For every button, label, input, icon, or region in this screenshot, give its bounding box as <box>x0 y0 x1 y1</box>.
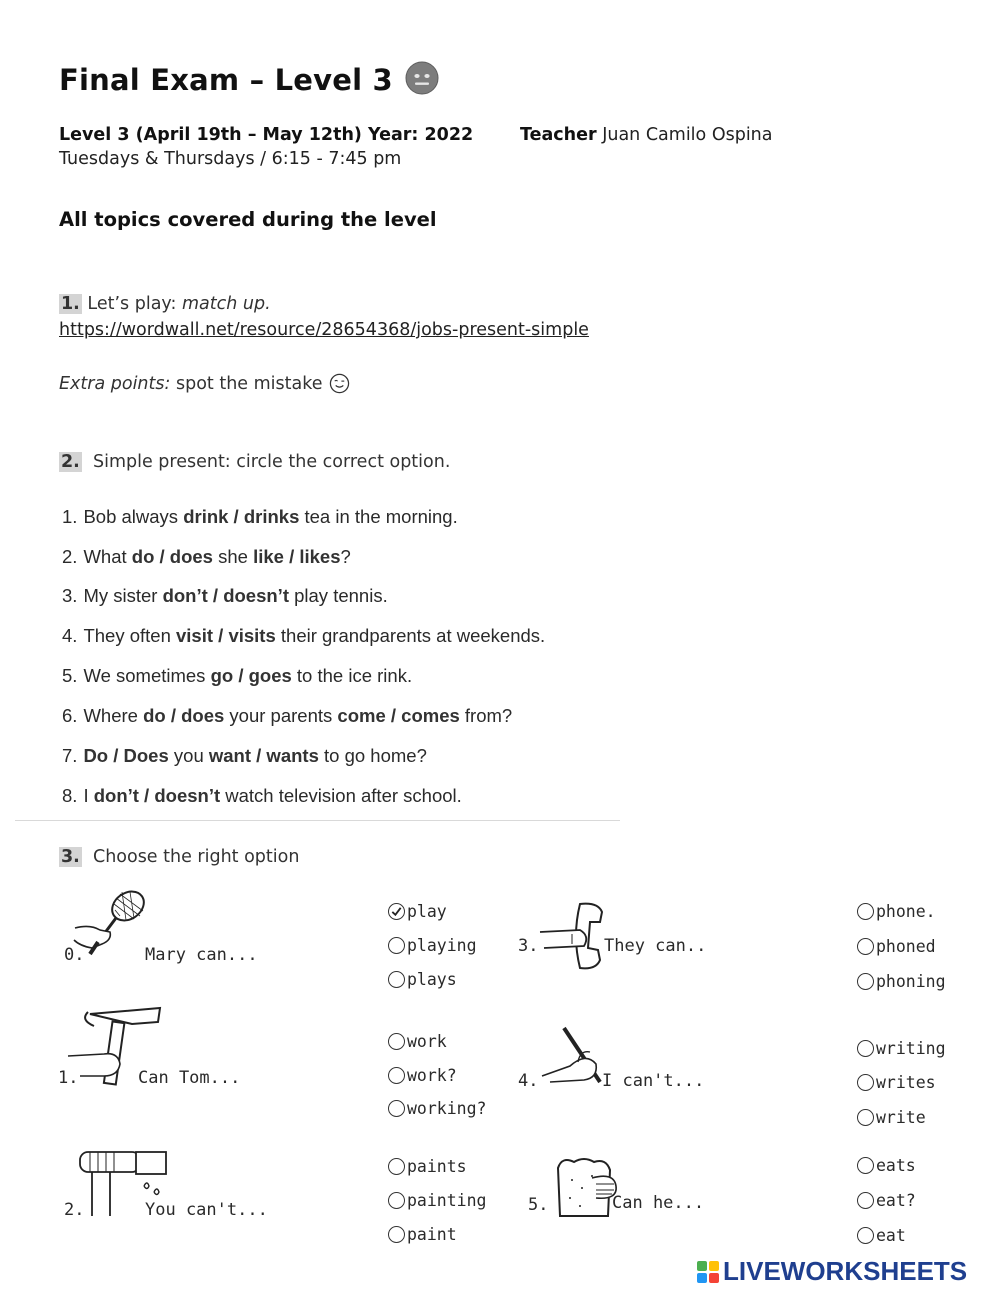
option-radio[interactable] <box>857 972 946 991</box>
option-radio[interactable] <box>388 1099 486 1118</box>
extra-points <box>59 373 350 394</box>
q2-item-text: watch television after school. <box>220 785 462 806</box>
q1-link[interactable]: https://wordwall.net/resource/28654368/jobs-present-simple <box>59 320 589 340</box>
q2-item <box>62 665 412 687</box>
q2-item-text: Where <box>83 705 144 726</box>
option-label: painting <box>407 1191 487 1210</box>
q2-item-text: their grandparents at weekends. <box>275 625 546 646</box>
q2-item-choice[interactable]: don’t / doesn’t <box>162 585 289 606</box>
q2-item <box>62 745 427 767</box>
option-radio[interactable] <box>388 970 457 989</box>
radio-empty-icon[interactable] <box>388 1067 405 1084</box>
level-info <box>59 125 473 145</box>
option-label: paints <box>407 1157 467 1176</box>
option-radio[interactable] <box>857 1226 906 1245</box>
option-radio[interactable] <box>388 902 447 921</box>
q2-item-choice[interactable]: do / does <box>131 546 213 567</box>
q2-item <box>62 625 545 647</box>
option-label: paint <box>407 1225 457 1244</box>
q2-item-text: My sister <box>83 585 163 606</box>
option-label: write <box>876 1108 926 1127</box>
exercise-prompt: I can't... <box>602 1071 705 1091</box>
radio-checked-icon[interactable] <box>388 903 405 920</box>
q2-item-text: to go home? <box>318 745 427 766</box>
q2-item-text: 8. <box>62 785 78 806</box>
q2-item-choice[interactable]: go / goes <box>210 665 292 686</box>
q2-item-choice[interactable]: want / wants <box>208 745 319 766</box>
option-label: writes <box>876 1073 936 1092</box>
q2-item-choice[interactable]: like / likes <box>253 546 341 567</box>
q2-instruction: Simple present: circle the correct option. <box>92 452 451 472</box>
option-radio[interactable] <box>857 937 936 956</box>
radio-empty-icon[interactable] <box>388 1192 405 1209</box>
radio-empty-icon[interactable] <box>857 1192 874 1209</box>
q2-item-text: They often <box>83 625 176 646</box>
logo-cube <box>709 1261 719 1271</box>
radio-empty-icon[interactable] <box>857 1109 874 1126</box>
q2-number: 2. <box>61 452 80 472</box>
option-radio[interactable] <box>388 1157 467 1176</box>
neutral-face-icon <box>404 60 440 96</box>
q2-item-text: to the ice rink. <box>291 665 413 686</box>
option-radio[interactable] <box>388 1066 457 1085</box>
q2-item-text: 4. <box>62 625 78 646</box>
q2-item-choice[interactable]: don’t / doesn’t <box>93 785 221 806</box>
radio-empty-icon[interactable] <box>388 1033 405 1050</box>
exercise-prompt: They can.. <box>604 936 707 956</box>
q2-item-text: tea in the morning. <box>299 506 458 527</box>
radio-empty-icon[interactable] <box>857 1074 874 1091</box>
option-radio[interactable] <box>857 1191 916 1210</box>
teacher-info <box>520 125 773 145</box>
q2-item <box>62 546 351 568</box>
option-label: plays <box>407 970 457 989</box>
radio-empty-icon[interactable] <box>388 971 405 988</box>
radio-empty-icon[interactable] <box>388 1226 405 1243</box>
q2-item-text: she <box>212 546 254 567</box>
q2-item-text: you <box>168 745 209 766</box>
extra-label: Extra points: <box>59 373 171 394</box>
option-radio[interactable] <box>857 1108 926 1127</box>
q2-item-text: ? <box>340 546 351 567</box>
q2-item-text: 6. <box>62 705 78 726</box>
option-radio[interactable] <box>388 936 477 955</box>
q2-item <box>62 506 458 528</box>
logo-cube <box>697 1273 707 1283</box>
q2-item <box>62 585 388 607</box>
radio-empty-icon[interactable] <box>857 938 874 955</box>
exercise-prompt: You can't... <box>145 1200 268 1220</box>
q2-item-choice[interactable]: do / does <box>143 705 225 726</box>
q2-item <box>62 705 512 727</box>
exercise-number: 1. <box>58 1068 79 1088</box>
logo-cube <box>697 1261 707 1271</box>
exercise-number: 0. <box>64 945 85 965</box>
option-label: eat <box>876 1226 906 1245</box>
option-radio[interactable] <box>388 1191 486 1210</box>
q2-item-text: What <box>83 546 132 567</box>
option-label: playing <box>407 936 477 955</box>
logo-cubes-icon <box>697 1261 719 1283</box>
q2-item-text: from? <box>459 705 513 726</box>
q2-item-text: 2. <box>62 546 78 567</box>
level-info-text: Level 3 (April 19th – May 12th) Year: 2022 <box>59 125 474 145</box>
q2-item-choice[interactable]: visit / visits <box>176 625 276 646</box>
q1-line <box>59 294 271 314</box>
q3-instruction: Choose the right option <box>92 847 300 867</box>
q2-item-text: Bob always <box>83 506 184 527</box>
q2-item-text: 1. <box>62 506 78 527</box>
radio-empty-icon[interactable] <box>388 1100 405 1117</box>
exercise-prompt: Mary can... <box>145 945 258 965</box>
q2-line <box>59 452 450 472</box>
q2-item-text: play tennis. <box>288 585 388 606</box>
radio-empty-icon[interactable] <box>388 937 405 954</box>
radio-empty-icon[interactable] <box>857 903 874 920</box>
q1-text-italic: match up. <box>181 294 271 314</box>
option-radio[interactable] <box>857 902 936 921</box>
exercise-number: 5. <box>528 1195 549 1215</box>
option-label: eats <box>876 1156 916 1175</box>
q2-item-choice[interactable]: drink / drinks <box>183 506 300 527</box>
option-label: working? <box>407 1099 487 1118</box>
option-radio[interactable] <box>857 1156 916 1175</box>
radio-empty-icon[interactable] <box>857 1157 874 1174</box>
option-label: work <box>407 1032 447 1051</box>
radio-empty-icon[interactable] <box>857 1040 874 1057</box>
q2-item-text: We sometimes <box>83 665 211 686</box>
option-label: phone. <box>876 902 936 921</box>
option-label: eat? <box>876 1191 916 1210</box>
q2-item-choice[interactable]: come / comes <box>337 705 460 726</box>
exercise-prompt: Can Tom... <box>138 1068 241 1088</box>
option-label: work? <box>407 1066 457 1085</box>
q2-item-text: your parents <box>224 705 338 726</box>
q2-item <box>62 785 462 807</box>
q1-number: 1. <box>61 294 80 314</box>
q2-item-text: 7. <box>62 745 78 766</box>
option-radio[interactable] <box>388 1225 457 1244</box>
exercise-number: 4. <box>518 1071 539 1091</box>
topics-title: All topics covered during the level <box>59 208 437 231</box>
teacher-name: Juan Camilo Ospina <box>602 125 773 145</box>
option-radio[interactable] <box>857 1039 946 1058</box>
teacher-label: Teacher <box>520 125 597 145</box>
q2-item-text: 3. <box>62 585 78 606</box>
divider <box>15 820 620 821</box>
q2-item-choice[interactable]: Do / Does <box>83 745 169 766</box>
radio-empty-icon[interactable] <box>857 973 874 990</box>
option-radio[interactable] <box>388 1032 447 1051</box>
q2-item-text: 5. <box>62 665 78 686</box>
q3-line <box>59 847 299 867</box>
q1-text: Let’s play: <box>87 294 182 314</box>
option-label: phoning <box>876 972 946 991</box>
extra-text: spot the mistake <box>175 373 323 394</box>
wink-icon <box>329 373 350 394</box>
option-label: play <box>407 902 447 921</box>
q2-item-text: I <box>83 785 94 806</box>
brand-name: LIVEWORKSHEETS <box>723 1256 968 1286</box>
exercise-number: 2. <box>64 1200 85 1220</box>
logo-cube <box>709 1273 719 1283</box>
page-title: Final Exam – Level 3 <box>59 63 393 97</box>
liveworksheets-logo <box>697 1256 967 1287</box>
sandwich-icon <box>552 1154 622 1224</box>
radio-empty-icon[interactable] <box>857 1227 874 1244</box>
q3-number: 3. <box>61 847 80 867</box>
option-radio[interactable] <box>857 1073 936 1092</box>
exercise-prompt: Can he... <box>612 1193 705 1213</box>
schedule: Tuesdays & Thursdays / 6:15 - 7:45 pm <box>59 149 402 169</box>
exercise-number: 3. <box>518 936 539 956</box>
page-title-row <box>59 60 440 97</box>
option-label: phoned <box>876 937 936 956</box>
radio-empty-icon[interactable] <box>388 1158 405 1175</box>
option-label: writing <box>876 1039 946 1058</box>
